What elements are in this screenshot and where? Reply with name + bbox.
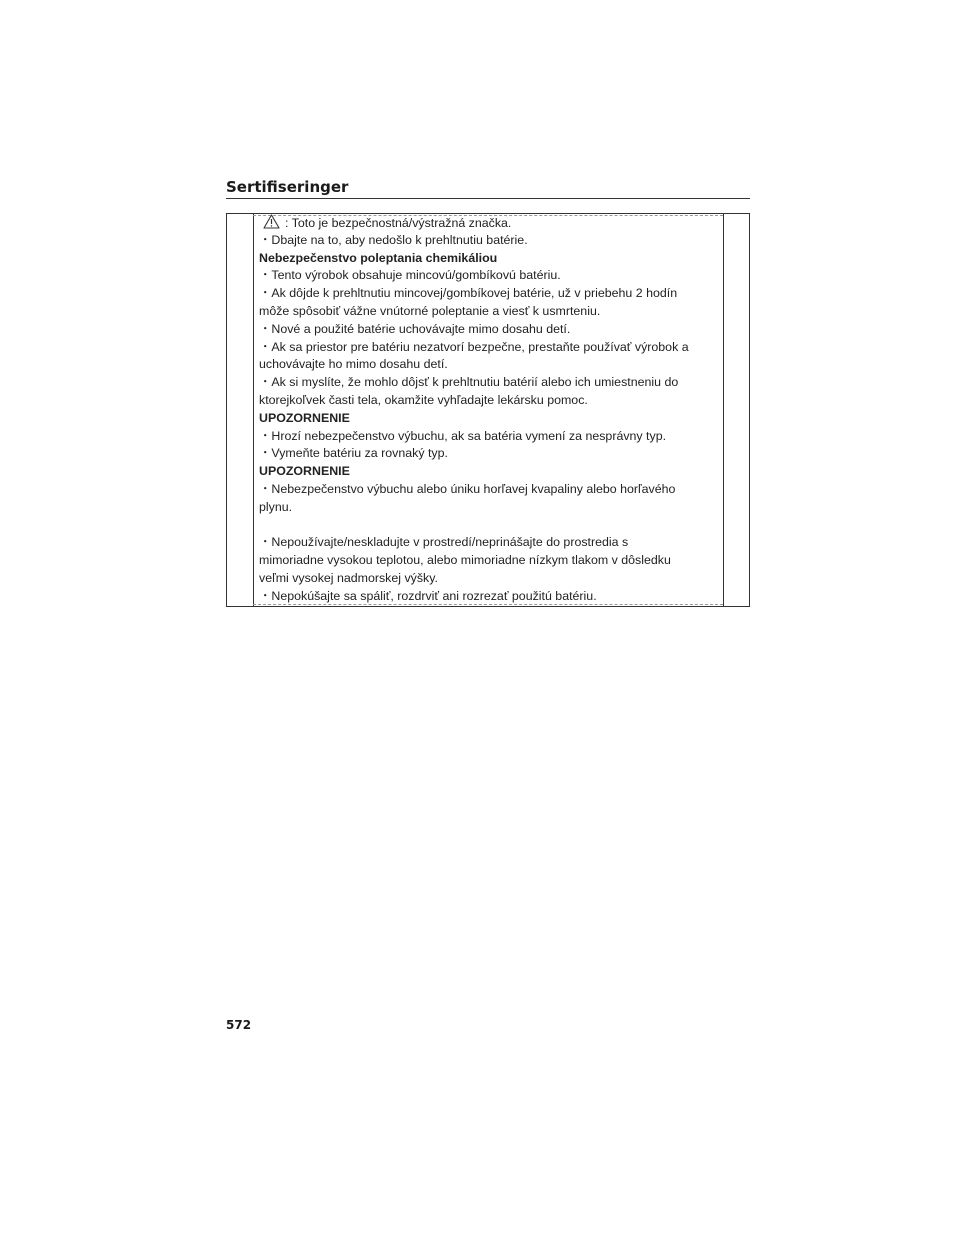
warning-triangle-icon bbox=[263, 214, 280, 229]
text-line: ・Tento výrobok obsahuje mincovú/gombíkovú batériu. bbox=[259, 268, 561, 283]
battery-warning-text bbox=[259, 213, 721, 606]
frame-right-border bbox=[723, 214, 724, 606]
text-line: mimoriadne vysokou teplotou, alebo mimoriadne nízkym tlakom v dôsledku bbox=[259, 553, 671, 568]
text-line: ・Ak dôjde k prehltnutiu mincovej/gombíkovej batérie, už v priebehu 2 hodín bbox=[259, 286, 678, 301]
page-number: 572 bbox=[226, 1018, 252, 1032]
warning-symbol-description: : Toto je bezpečnostná/výstražná značka. bbox=[285, 216, 512, 230]
text-line: ・Ak sa priestor pre batériu nezatvorí bezpečne, prestaňte používať výrobok a bbox=[259, 339, 689, 354]
hazard-heading: Nebezpečenstvo poleptania chemikáliou bbox=[259, 250, 498, 265]
text-line: ・Hrozí nebezpečenstvo výbuchu, ak sa batéria vymení za nesprávny typ. bbox=[259, 428, 667, 443]
warning-symbol-line bbox=[259, 213, 721, 232]
text-line: ・Nepoužívajte/neskladujte v prostredí/neprinášajte do prostredia s bbox=[259, 535, 629, 550]
text-line: plynu. bbox=[259, 499, 293, 514]
section-title: Sertifiseringer bbox=[226, 178, 349, 196]
text-line: ・Nové a použité batérie uchovávajte mimo dosahu detí. bbox=[259, 321, 571, 336]
text-line: môže spôsobiť vážne vnútorné poleptanie a viesť k usmrteniu. bbox=[259, 303, 601, 318]
paragraph-gap bbox=[259, 517, 721, 535]
text-line: ・Ak si myslíte, že mohlo dôjsť k prehltnutiu batérií alebo ich umiestneniu do bbox=[259, 375, 679, 390]
text-line: ・Dbajte na to, aby nedošlo k prehltnutiu batérie. bbox=[259, 232, 528, 247]
caution-heading: UPOZORNENIE bbox=[259, 410, 350, 425]
text-line: ・Nepokúšajte sa spáliť, rozdrviť ani rozrezať použitú batériu. bbox=[259, 588, 597, 603]
title-divider bbox=[226, 198, 750, 199]
caution-heading: UPOZORNENIE bbox=[259, 464, 350, 479]
frame-left-border bbox=[253, 214, 254, 606]
text-line: ・Nebezpečenstvo výbuchu alebo úniku horľavej kvapaliny alebo horľavého bbox=[259, 481, 676, 496]
text-line: ktorejkoľvek časti tela, okamžite vyhľadajte lekársku pomoc. bbox=[259, 392, 588, 407]
text-line: veľmi vysokej nadmorskej výšky. bbox=[259, 570, 438, 585]
text-line: ・Vymeňte batériu za rovnaký typ. bbox=[259, 446, 448, 461]
text-line: uchovávajte ho mimo dosahu detí. bbox=[259, 357, 448, 372]
